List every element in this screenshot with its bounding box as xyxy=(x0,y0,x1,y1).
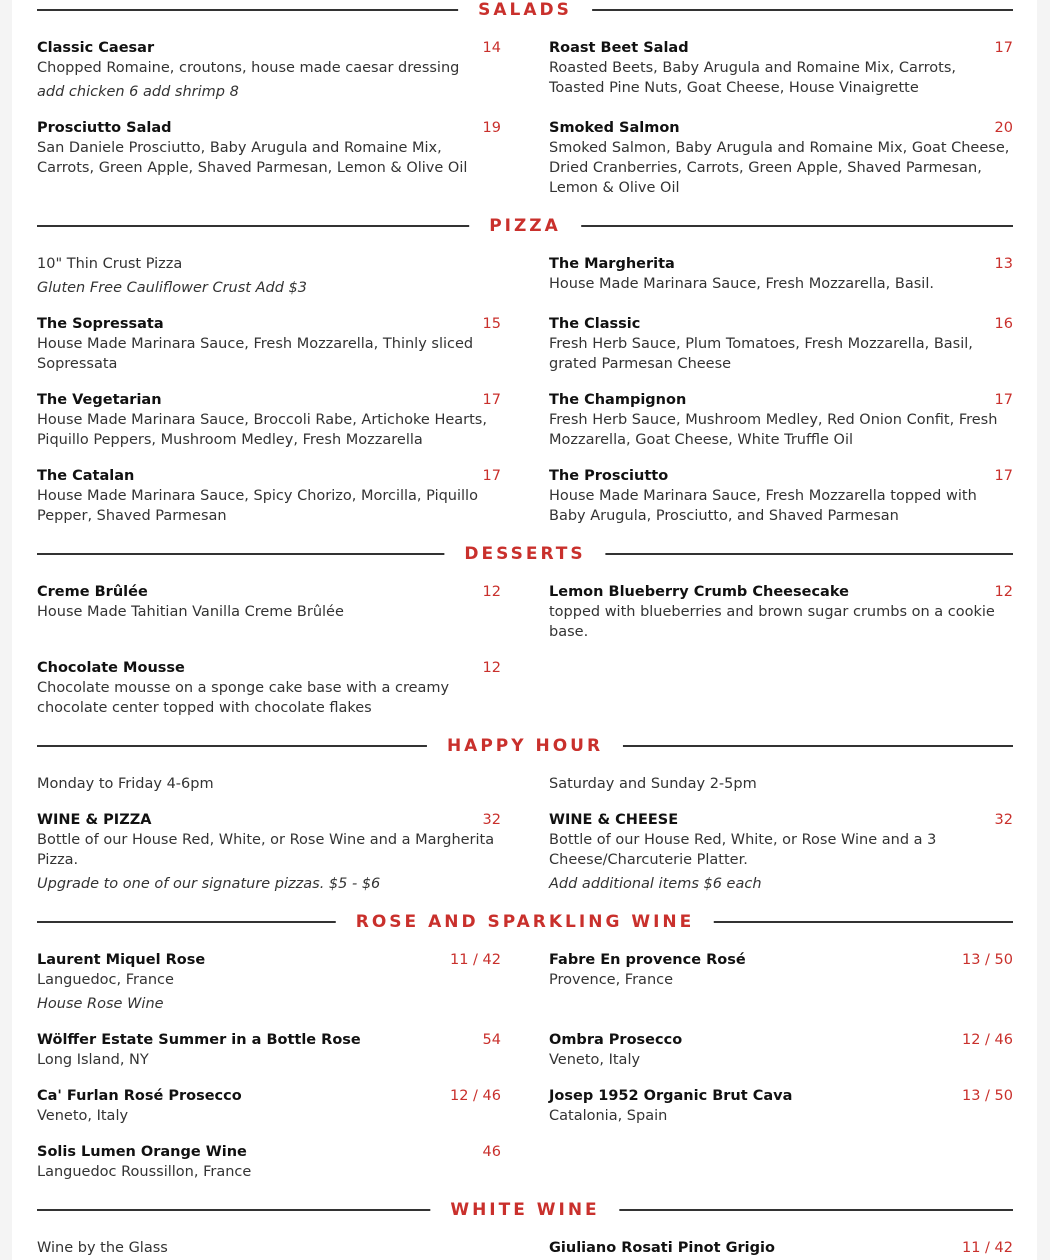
item-price: 13 / 50 xyxy=(961,952,1013,968)
item-note: House Rose Wine xyxy=(37,996,164,1012)
menu-item-champignon xyxy=(549,390,1013,450)
item-description: Languedoc Roussillon, France xyxy=(37,1164,252,1180)
item-name: The Classic xyxy=(549,316,641,332)
item-description: Fresh Herb Sauce, Mushroom Medley, Red Onion Confit, Fresh Mozzarella, Goat Cheese, White Truffle Oil xyxy=(549,412,998,448)
item-description: Long Island, NY xyxy=(37,1052,149,1068)
item-name: The Vegetarian xyxy=(37,392,162,408)
item-name: Giuliano Rosati Pinot Grigio xyxy=(549,1240,775,1256)
menu-item-prosciutto-pizza xyxy=(549,466,1013,526)
item-name: Creme Brûlée xyxy=(37,584,148,600)
item-name: The Champignon xyxy=(549,392,687,408)
menu-item-wine-cheese xyxy=(549,810,1013,894)
item-price: 12 xyxy=(482,660,501,676)
item-name: Prosciutto Salad xyxy=(37,120,172,136)
item-price: 16 xyxy=(994,316,1013,332)
section-title: ROSE AND SPARKLING WINE xyxy=(336,911,714,933)
item-name: Chocolate Mousse xyxy=(37,660,185,676)
pizza-intro-note: Gluten Free Cauliflower Crust Add $3 xyxy=(37,280,307,296)
menu-item-giuliano-rosati xyxy=(549,1238,1013,1258)
item-description: Provence, France xyxy=(549,972,674,988)
pizza-intro-text: 10" Thin Crust Pizza xyxy=(37,256,183,272)
item-name: Lemon Blueberry Crumb Cheesecake xyxy=(549,584,849,600)
item-name: The Margherita xyxy=(549,256,675,272)
white-wine-intro: Wine by the Glass xyxy=(37,1240,168,1256)
item-name: The Prosciutto xyxy=(549,468,669,484)
item-name: Fabre En provence Rosé xyxy=(549,952,746,968)
item-price: 32 xyxy=(482,812,501,828)
menu-item-josep xyxy=(549,1086,1013,1126)
item-price: 17 xyxy=(482,392,501,408)
item-price: 15 xyxy=(482,316,501,332)
item-price: 13 / 50 xyxy=(961,1088,1013,1104)
menu-item-solis-lumen xyxy=(37,1142,501,1182)
menu-item-wine-pizza xyxy=(37,810,501,894)
menu-item-wolffer xyxy=(37,1030,501,1070)
item-price: 12 / 46 xyxy=(449,1088,501,1104)
item-price: 11 / 42 xyxy=(961,1240,1013,1256)
item-description: San Daniele Prosciutto, Baby Arugula and Romaine Mix, Carrots, Green Apple, Shaved Parmesan, Lemon & Olive Oil xyxy=(37,140,468,176)
item-name: Laurent Miquel Rose xyxy=(37,952,206,968)
item-description: Chopped Romaine, croutons, house made caesar dressing xyxy=(37,60,460,76)
section-header-white-wine xyxy=(37,1199,1013,1221)
item-description: House Made Marinara Sauce, Broccoli Rabe, Artichoke Hearts, Piquillo Peppers, Mushroom Medley, Fresh Mozzarella xyxy=(37,412,487,448)
item-description: House Made Tahitian Vanilla Creme Brûlée xyxy=(37,604,344,620)
section-title: WHITE WINE xyxy=(430,1199,619,1221)
item-description: House Made Marinara Sauce, Spicy Chorizo, Morcilla, Piquillo Pepper, Shaved Parmesan xyxy=(37,488,478,524)
menu-item-sopressata xyxy=(37,314,501,374)
menu-item-ombra xyxy=(549,1030,1013,1070)
menu-item-classic-caesar xyxy=(37,38,501,102)
item-description: Catalonia, Spain xyxy=(549,1108,668,1124)
item-price: 17 xyxy=(482,468,501,484)
item-note: add chicken 6 add shrimp 8 xyxy=(37,84,239,100)
menu-item-fabre xyxy=(549,950,1013,990)
happy-hour-weekday: Monday to Friday 4-6pm xyxy=(37,776,214,792)
item-name: Wölffer Estate Summer in a Bottle Rose xyxy=(37,1032,361,1048)
section-header-desserts xyxy=(37,543,1013,565)
item-description: Smoked Salmon, Baby Arugula and Romaine Mix, Goat Cheese, Dried Cranberries, Carrots, Green Apple, Shaved Parmesan, Lemon & Olive Oil xyxy=(549,140,1010,196)
item-price: 17 xyxy=(994,392,1013,408)
item-name: The Catalan xyxy=(37,468,135,484)
item-price: 13 xyxy=(994,256,1013,272)
menu-item-prosciutto-salad xyxy=(37,118,501,178)
menu-item-roast-beet-salad xyxy=(549,38,1013,98)
item-name: WINE & PIZZA xyxy=(37,812,152,828)
item-description: Veneto, Italy xyxy=(549,1052,641,1068)
item-name: The Sopressata xyxy=(37,316,164,332)
item-description: Bottle of our House Red, White, or Rose Wine and a 3 Cheese/Charcuterie Platter. xyxy=(549,832,937,868)
item-description: Bottle of our House Red, White, or Rose Wine and a Margherita Pizza. xyxy=(37,832,495,868)
item-description: topped with blueberries and brown sugar crumbs on a cookie base. xyxy=(549,604,995,640)
item-description: House Made Marinara Sauce, Fresh Mozzarella, Basil. xyxy=(549,276,934,292)
section-title: HAPPY HOUR xyxy=(427,735,623,757)
item-price: 17 xyxy=(994,40,1013,56)
item-name: WINE & CHEESE xyxy=(549,812,679,828)
menu-item-vegetarian xyxy=(37,390,501,450)
item-name: Solis Lumen Orange Wine xyxy=(37,1144,247,1160)
item-description: Veneto, Italy xyxy=(37,1108,129,1124)
section-header-salads xyxy=(37,0,1013,21)
item-price: 12 xyxy=(482,584,501,600)
item-description: House Made Marinara Sauce, Fresh Mozzarella topped with Baby Arugula, Prosciutto, and Shaved Parmesan xyxy=(549,488,977,524)
item-name: Josep 1952 Organic Brut Cava xyxy=(549,1088,793,1104)
item-price: 19 xyxy=(482,120,501,136)
menu-item-chocolate-mousse xyxy=(37,658,501,718)
menu-item-classic-pizza xyxy=(549,314,1013,374)
item-name: Classic Caesar xyxy=(37,40,155,56)
item-note: Upgrade to one of our signature pizzas. $5 - $6 xyxy=(37,876,381,892)
section-title: SALADS xyxy=(458,0,592,21)
item-price: 17 xyxy=(994,468,1013,484)
item-name: Ca' Furlan Rosé Prosecco xyxy=(37,1088,242,1104)
happy-hour-weekend: Saturday and Sunday 2-5pm xyxy=(549,776,757,792)
item-price: 11 / 42 xyxy=(449,952,501,968)
section-header-pizza xyxy=(37,215,1013,237)
item-name: Roast Beet Salad xyxy=(549,40,689,56)
menu-item-creme-brulee xyxy=(37,582,501,622)
item-description: House Made Marinara Sauce, Fresh Mozzarella, Thinly sliced Sopressata xyxy=(37,336,474,372)
item-price: 46 xyxy=(482,1144,501,1160)
item-description: Fresh Herb Sauce, Plum Tomatoes, Fresh Mozzarella, Basil, grated Parmesan Cheese xyxy=(549,336,973,372)
menu-page xyxy=(12,0,1037,1260)
section-header-rose-sparkling xyxy=(37,911,1013,933)
menu-item-ca-furlan xyxy=(37,1086,501,1126)
item-description: Languedoc, France xyxy=(37,972,174,988)
item-description: Roasted Beets, Baby Arugula and Romaine Mix, Carrots, Toasted Pine Nuts, Goat Cheese, House Vinaigrette xyxy=(549,60,956,96)
item-price: 12 / 46 xyxy=(961,1032,1013,1048)
item-name: Ombra Prosecco xyxy=(549,1032,683,1048)
menu-item-catalan xyxy=(37,466,501,526)
item-price: 20 xyxy=(994,120,1013,136)
menu-item-smoked-salmon xyxy=(549,118,1013,198)
menu-item-margherita xyxy=(549,254,1013,294)
item-price: 54 xyxy=(482,1032,501,1048)
item-note: Add additional items $6 each xyxy=(549,876,762,892)
item-description: Chocolate mousse on a sponge cake base with a creamy chocolate center topped with chocolate flakes xyxy=(37,680,450,716)
item-name: Smoked Salmon xyxy=(549,120,680,136)
menu-item-laurent-miquel xyxy=(37,950,501,1014)
section-title: DESSERTS xyxy=(444,543,605,565)
section-title: PIZZA xyxy=(469,215,581,237)
item-price: 12 xyxy=(994,584,1013,600)
pizza-intro xyxy=(37,254,501,298)
section-header-happy-hour xyxy=(37,735,1013,757)
item-price: 14 xyxy=(482,40,501,56)
item-price: 32 xyxy=(994,812,1013,828)
menu-item-cheesecake xyxy=(549,582,1013,642)
